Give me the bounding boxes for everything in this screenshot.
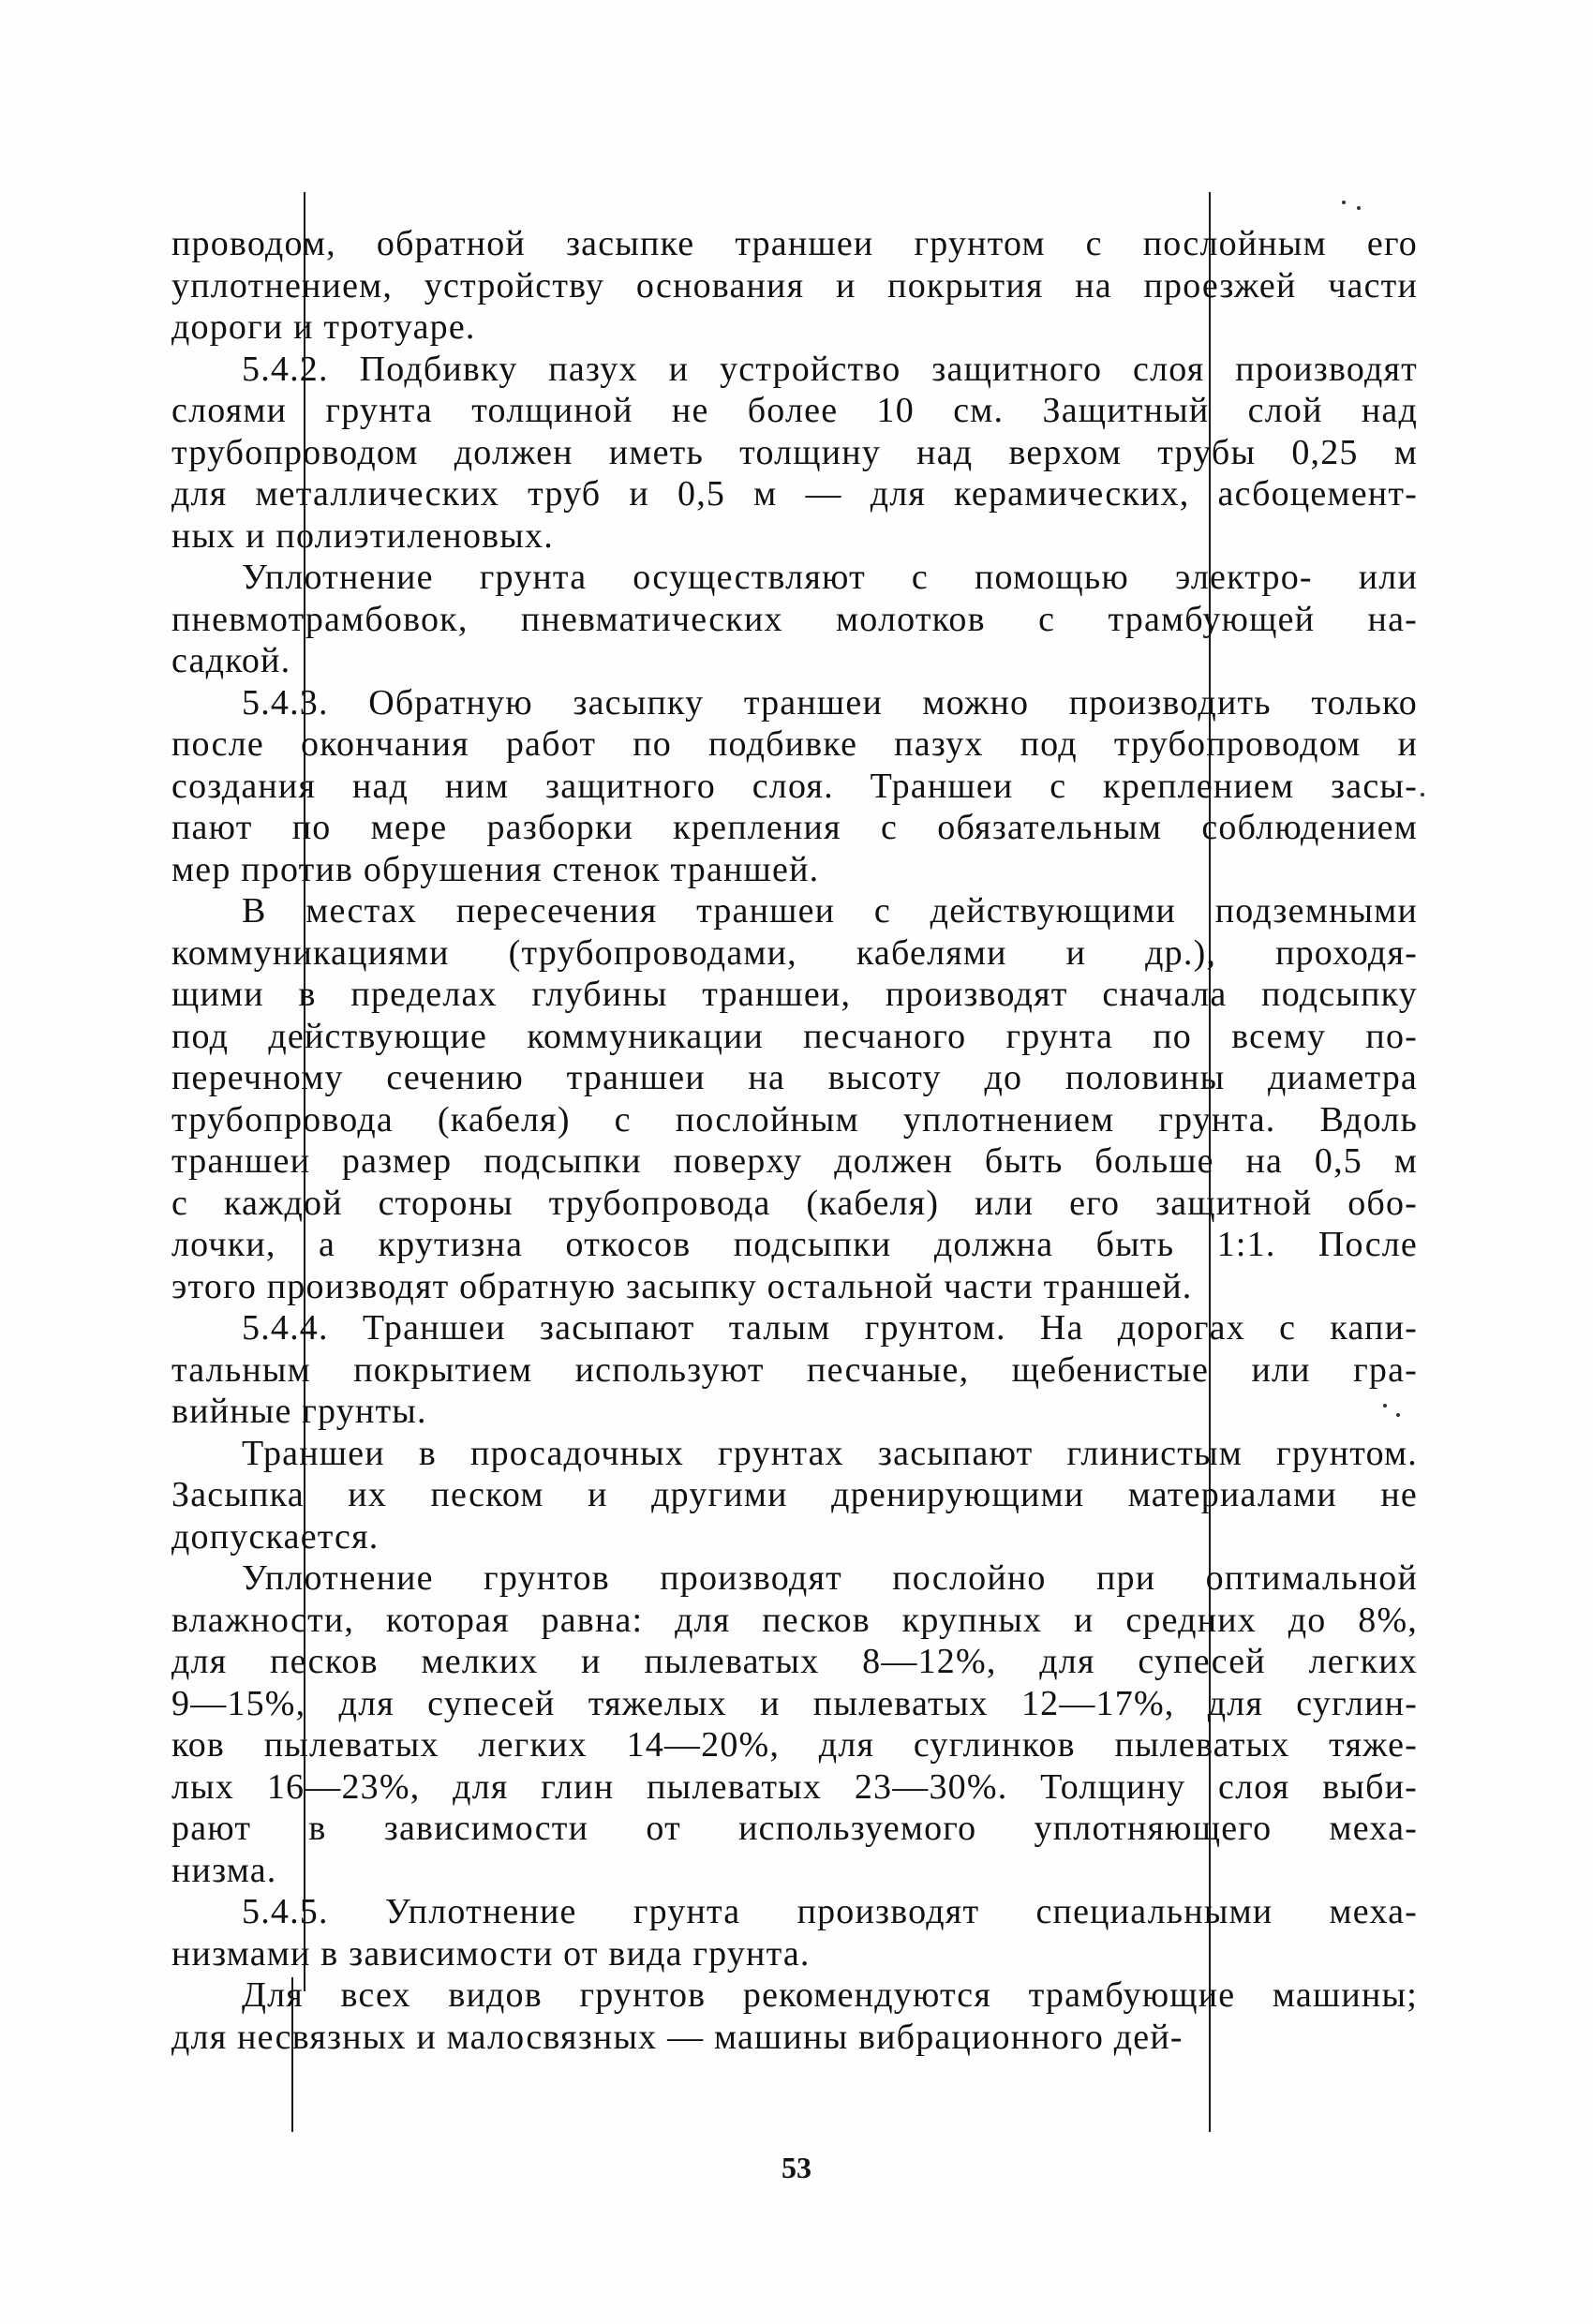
text-line: щими в пределах глубины траншеи, производят сначала подсыпку [171,975,1418,1014]
paragraph [171,349,1418,558]
page-number: 53 [782,2151,811,2184]
text-line: создания над ним защитного слоя. Траншеи с креплением засы- [171,766,1418,806]
text-line: 9—15%, для супесей тяжелых и пылеватых 12—17%, для суглин- [171,1683,1418,1723]
text-line: для песков мелких и пылеватых 8—12%, для супесей легких [171,1642,1418,1681]
text-line: коммуникациями (трубопроводами, кабелями и др.), проходя- [171,932,1418,973]
text-line: Уплотнение грунтов производят послойно при оптимальной [242,1558,1418,1598]
paragraph [171,1557,1418,1891]
scan-speck [1357,206,1361,210]
paragraph [171,223,1418,349]
text-line: под действующие коммуникации песчаного грунта по всему по- [171,1016,1418,1056]
text-line: вийные грунты. [171,1392,427,1431]
paragraph [171,1307,1418,1433]
text-line: мер против обрушения стенок траншей. [171,849,820,889]
paragraph [171,682,1418,891]
text-line: влажности, которая равна: для песков крупных и средних до 8%, [171,1600,1418,1640]
paragraph [171,1974,1418,2058]
text-line: с каждой стороны трубопровода (кабеля) или его защитной обо- [171,1183,1418,1223]
text-line: для металлических труб и 0,5 м — для керамических, асбоцемент- [171,474,1418,514]
text-line: тальным покрытием используют песчаные, щебенистые или гра- [171,1349,1418,1390]
text-line: дороги и тротуаре. [171,307,476,347]
text-line: лых 16—23%, для глин пылеватых 23—30%. Толщину слоя выби- [171,1766,1418,1807]
text-line: 5.4.4. Траншеи засыпают талым грунтом. На дорогах с капи- [242,1308,1418,1348]
text-line: допускается. [171,1516,380,1557]
text-line: трубопровода (кабеля) с послойным уплотнением грунта. Вдоль [171,1099,1418,1140]
paragraph [171,890,1418,1307]
scan-speck [1342,201,1346,204]
text-line: Траншеи в просадочных грунтах засыпают глинистым грунтом. [242,1433,1418,1473]
text-line: низма. [171,1850,277,1890]
text-line: В местах пересечения траншеи с действующими подземными [242,891,1418,931]
text-line: Уплотнение грунта осуществляют с помощью электро- или [242,558,1418,597]
text-line: трубопроводом должен иметь толщину над верхом трубы 0,25 м [171,432,1418,472]
text-line: рают в зависимости от используемого уплотняющего меха- [171,1809,1418,1848]
text-line: после окончания работ по подбивке пазух под трубопроводом и [171,724,1418,764]
text-line: лочки, а крутизна откосов подсыпки должна быть 1:1. После [171,1225,1418,1264]
text-line: этого производят обратную засыпку остальной части траншей. [171,1266,1193,1306]
body-text [171,223,1418,2058]
text-line: Для всех видов грунтов рекомендуются трамбующие машины; [242,1975,1418,2015]
text-line: ных и полиэтиленовых. [171,515,554,556]
paragraph [171,1433,1418,1558]
text-line: 5.4.5. Уплотнение грунта производят специальными меха- [242,1892,1418,1931]
text-line: перечному сечению траншеи на высоту до половины диаметра [171,1058,1418,1097]
text-line: 5.4.2. Подбивку пазух и устройство защитного слоя производят [242,349,1418,389]
paragraph [171,1891,1418,1974]
text-line: для несвязных и малосвязных — машины вибрационного дей- [171,2017,1184,2057]
text-line: 5.4.3. Обратную засыпку траншеи можно производить только [242,682,1418,723]
text-line: садкой. [171,641,291,680]
text-line: пают по мере разборки крепления с обязательным соблюдением [171,808,1418,847]
paragraph [171,557,1418,682]
text-line: низмами в зависимости от вида грунта. [171,1933,811,1974]
scan-speck [1421,793,1424,797]
text-line: ков пылеватых легких 14—20%, для суглинков пылеватых тяже- [171,1725,1418,1765]
text-line: пневмотрамбовок, пневматических молотков с трамбующей на- [171,599,1418,639]
text-line: слоями грунта толщиной не более 10 см. Защитный слой над [171,391,1418,430]
text-line: проводом, обратной засыпке траншеи грунтом с послойным его [171,224,1418,263]
text-line: траншеи размер подсыпки поверху должен быть больше на 0,5 м [171,1141,1418,1181]
text-line: уплотнением, устройству основания и покрытия на проезжей части [171,265,1418,305]
text-line: Засыпка их песком и другими дренирующими материалами не [171,1475,1418,1514]
